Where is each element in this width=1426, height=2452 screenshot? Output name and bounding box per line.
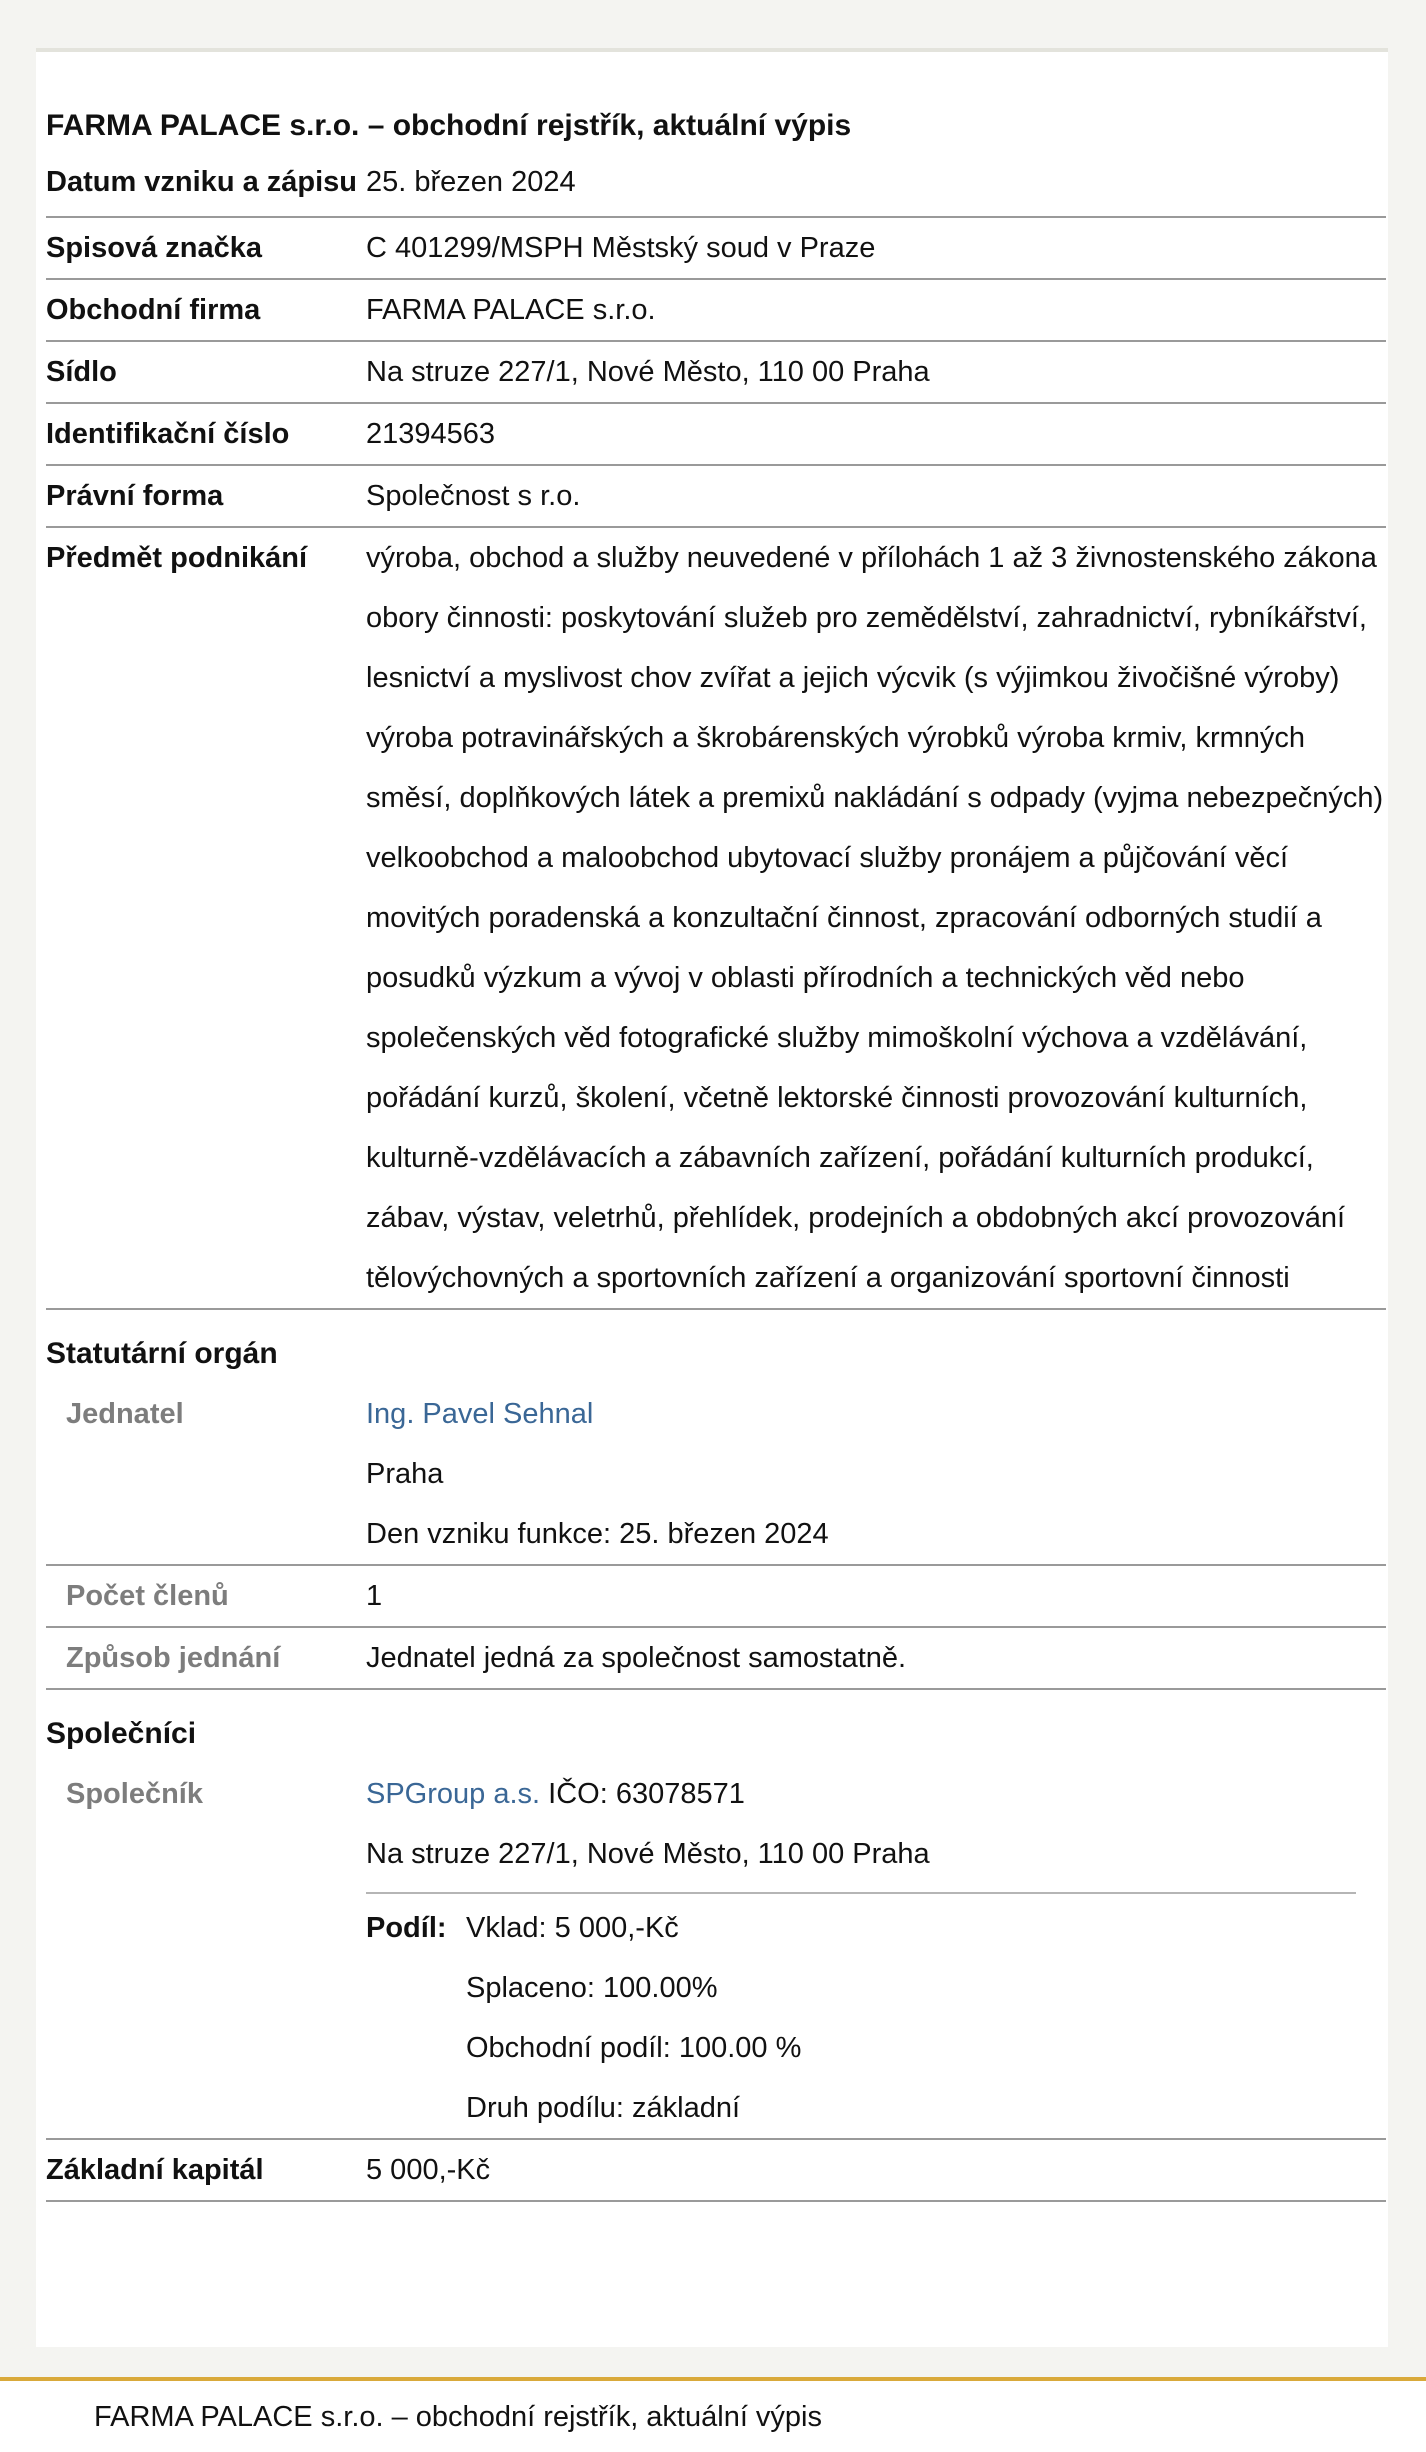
row-spis: [46, 218, 1386, 280]
row-label-zpusob: Způsob jednání: [66, 1642, 281, 1674]
row-value-forma: Společnost s r.o.: [366, 480, 581, 512]
jednatel-since: Den vzniku funkce: 25. březen 2024: [366, 1518, 829, 1550]
row-pocet: [46, 1566, 1386, 1628]
section-title-spolecnici: Společníci: [46, 1717, 197, 1750]
row-jednatel: [46, 1384, 1386, 1566]
section-title-statutarni: Statutární orgán: [46, 1337, 278, 1370]
podil-values: [466, 1898, 801, 2138]
row-kapital: [46, 2140, 1386, 2202]
row-label-jednatel: Jednatel: [66, 1398, 184, 1430]
row-value-ico: 21394563: [366, 418, 496, 450]
row-spolecnik: [46, 1764, 1386, 2140]
podil-vklad: Vklad: 5 000,-Kč: [466, 1912, 679, 1944]
spolecnik-name-link[interactable]: SPGroup a.s.: [366, 1778, 541, 1810]
row-value-spolecnik: [366, 1764, 1386, 2138]
row-firma: [46, 280, 1386, 342]
row-datum: [46, 152, 1386, 218]
jednatel-city: Praha: [366, 1458, 444, 1490]
row-value-spis: C 401299/MSPH Městský soud v Praze: [366, 232, 876, 264]
spolecnik-ico: IČO: 63078571: [548, 1778, 745, 1810]
row-sidlo: [46, 342, 1386, 404]
row-value-kapital: 5 000,-Kč: [366, 2154, 491, 2186]
row-value-predmet: výroba, obchod a služby neuvedené v přílohách 1 až 3 živnostenského zákona obory činnosti: poskytování služeb pro zemědělství, zahradnictví, rybníkářství, lesnictví a myslivost chov zvířat a jejich výcvik (s výjimkou živočišné výroby) výroba potravinářských a škrobárenských výrobků výroba krmiv, krmných směsí, doplňkových látek a premixů nakládání s odpady (vyjma nebezpečných) velkoobchod a maloobchod ubytovací služby pronájem a půjčování věcí movitých poradenská a konzultační činnost, zpracování odborných studií a posudků výzkum a vývoj v oblasti přírodních a technických věd nebo společenských věd fotografické služby mimoškolní výchova a vzdělávání, pořádání kurzů, školení, včetně lektorské činnosti provozování kulturních, kulturně-vzdělávacích a zábavních zařízení, pořádání kulturních produkcí, zábav, výstav, veletrhů, přehlídek, prodejních a obdobných akcí provozování tělovýchovných a sportovních zařízení a organizování sportovní činnosti: [366, 542, 1384, 1294]
podil-splaceno: Splaceno: 100.00%: [466, 1972, 718, 2004]
spolecnik-address: Na struze 227/1, Nové Město, 110 00 Praha: [366, 1838, 930, 1870]
row-value-pocet: 1: [366, 1580, 383, 1612]
row-value-sidlo: Na struze 227/1, Nové Město, 110 00 Praha: [366, 356, 930, 388]
row-label-sidlo: Sídlo: [46, 356, 117, 388]
row-label-forma: Právní forma: [46, 480, 224, 512]
podil-block: [366, 1892, 1356, 2138]
page-title: FARMA PALACE s.r.o. – obchodní rejstřík, aktuální výpis: [46, 109, 852, 142]
row-label-predmet: Předmět podnikání: [46, 542, 308, 574]
row-label-firma: Obchodní firma: [46, 294, 261, 326]
jednatel-name-link[interactable]: Ing. Pavel Sehnal: [366, 1398, 594, 1430]
registry-card: [36, 48, 1388, 2347]
row-value-jednatel: [366, 1384, 1386, 1564]
podil-label: Podíl:: [366, 1912, 447, 1944]
row-value-datum: 25. březen 2024: [366, 166, 576, 198]
row-forma: [46, 466, 1386, 528]
spolecnik-line: [366, 1764, 1386, 1824]
row-value-zpusob: Jednatel jedná za společnost samostatně.: [366, 1642, 907, 1674]
row-value-firma: FARMA PALACE s.r.o.: [366, 294, 656, 326]
row-ico: [46, 404, 1386, 466]
footer-text: FARMA PALACE s.r.o. – obchodní rejstřík, aktuální výpis: [94, 2401, 823, 2433]
row-label-ico: Identifikační číslo: [46, 418, 290, 450]
row-label-kapital: Základní kapitál: [46, 2154, 264, 2186]
registry-content: [46, 100, 1386, 2202]
row-label-datum: Datum vzniku a zápisu: [46, 166, 358, 198]
podil-druh: Druh podílu: základní: [466, 2092, 741, 2124]
row-label-spolecnik: Společník: [66, 1778, 203, 1810]
row-predmet: [46, 528, 1386, 1310]
page-footer: [0, 2377, 1426, 2452]
podil-obchodni: Obchodní podíl: 100.00 %: [466, 2032, 802, 2064]
row-zpusob: [46, 1628, 1386, 1690]
row-label-pocet: Počet členů: [66, 1580, 229, 1612]
row-label-spis: Spisová značka: [46, 232, 262, 264]
